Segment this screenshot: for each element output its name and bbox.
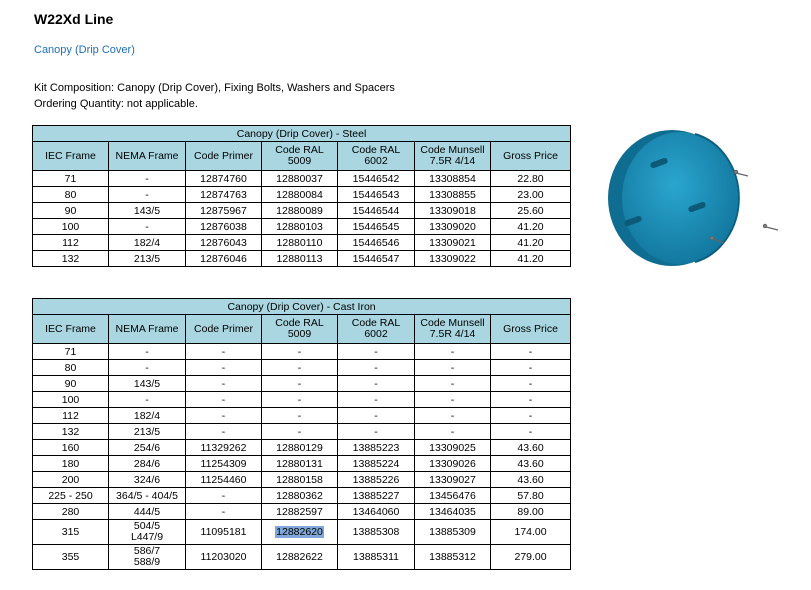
table-row [33, 203, 571, 219]
cell-gross-price: 22.80 [491, 171, 571, 187]
cell-code-ral-5009 [262, 520, 338, 545]
cell-line: L447/9 [130, 531, 164, 543]
selected-text: 12882620 [276, 525, 323, 538]
cell-iec-frame: 112 [33, 235, 109, 251]
cell-code-munsell-7-5r-4-14: - [415, 424, 491, 440]
cell-nema-frame: 182/4 [109, 408, 186, 424]
cell-iec-frame: 71 [33, 344, 109, 360]
col-header-iec-frame: IEC Frame [33, 315, 109, 344]
cell-code-ral-5009: 12882622 [262, 545, 338, 570]
cell-iec-frame: 225 - 250 [33, 488, 109, 504]
cell-gross-price: - [491, 408, 571, 424]
table-row [33, 171, 571, 187]
cell-code-ral-6002: 13885224 [338, 456, 415, 472]
cell-nema-frame: - [109, 360, 186, 376]
col-header-code-primer: Code Primer [186, 315, 262, 344]
cell-iec-frame: 355 [33, 545, 109, 570]
cell-gross-price: - [491, 392, 571, 408]
cell-iec-frame: 200 [33, 472, 109, 488]
cell-code-munsell-7-5r-4-14: 13309025 [415, 440, 491, 456]
cell-iec-frame: 132 [33, 251, 109, 267]
table-row [33, 187, 571, 203]
steel-table-body [33, 171, 571, 267]
cell-code-primer: 12876043 [186, 235, 262, 251]
cell-code-munsell-7-5r-4-14: 13885309 [415, 520, 491, 545]
cell-gross-price: - [491, 376, 571, 392]
col-header-code-munsell-7-5r-4-14: Code Munsell 7.5R 4/14 [415, 142, 491, 171]
cell-code-primer: 12876038 [186, 219, 262, 235]
cell-code-primer: - [186, 360, 262, 376]
cell-code-ral-5009: - [262, 376, 338, 392]
cell-code-munsell-7-5r-4-14: - [415, 408, 491, 424]
cell-code-ral-6002: 15446544 [338, 203, 415, 219]
cell-code-munsell-7-5r-4-14: - [415, 344, 491, 360]
cell-gross-price: 89.00 [491, 504, 571, 520]
table-row [33, 456, 571, 472]
cell-code-primer: 11203020 [186, 545, 262, 570]
cell-iec-frame: 80 [33, 360, 109, 376]
cell-gross-price: 279.00 [491, 545, 571, 570]
table-row [33, 520, 571, 545]
cell-code-ral-5009: 12880089 [262, 203, 338, 219]
cell-code-ral-6002: 15446543 [338, 187, 415, 203]
cell-code-munsell-7-5r-4-14: 13464035 [415, 504, 491, 520]
cell-gross-price: - [491, 344, 571, 360]
cell-code-ral-6002: - [338, 360, 415, 376]
cell-code-munsell-7-5r-4-14: 13456476 [415, 488, 491, 504]
table-row [33, 488, 571, 504]
cell-code-ral-6002: 13885226 [338, 472, 415, 488]
cell-gross-price: 23.00 [491, 187, 571, 203]
cell-line: 586/7 [133, 545, 161, 557]
cell-iec-frame: 112 [33, 408, 109, 424]
cell-code-ral-5009: 12880103 [262, 219, 338, 235]
cell-nema-frame: 213/5 [109, 251, 186, 267]
cell-code-ral-6002: 13464060 [338, 504, 415, 520]
cell-code-munsell-7-5r-4-14: 13309026 [415, 456, 491, 472]
cell-nema-frame: 213/5 [109, 424, 186, 440]
cell-nema-frame: - [109, 392, 186, 408]
cell-code-primer: 11329262 [186, 440, 262, 456]
cell-code-ral-6002: - [338, 392, 415, 408]
cell-code-ral-6002: 15446546 [338, 235, 415, 251]
cell-nema-frame: - [109, 187, 186, 203]
col-header-code-ral-6002: Code RAL 6002 [338, 315, 415, 344]
table-row [33, 235, 571, 251]
cell-code-ral-5009: 12880113 [262, 251, 338, 267]
cell-code-primer: 12874760 [186, 171, 262, 187]
canopy-drawing-icon [600, 120, 800, 280]
cell-iec-frame: 160 [33, 440, 109, 456]
col-header-code-primer: Code Primer [186, 142, 262, 171]
cell-code-primer: 12876046 [186, 251, 262, 267]
cell-code-ral-6002: 15446545 [338, 219, 415, 235]
page-title: W22Xd Line [34, 11, 114, 27]
cell-gross-price: - [491, 360, 571, 376]
cell-iec-frame: 280 [33, 504, 109, 520]
cell-gross-price: 57.80 [491, 488, 571, 504]
cell-code-munsell-7-5r-4-14: - [415, 360, 491, 376]
col-header-nema-frame: NEMA Frame [109, 315, 186, 344]
cell-line: 504/5 [133, 520, 161, 532]
cell-code-ral-5009: 12880362 [262, 488, 338, 504]
cell-code-primer: - [186, 344, 262, 360]
cast-iron-table-body [33, 344, 571, 570]
cell-nema-frame: - [109, 219, 186, 235]
steel-table-header [33, 142, 571, 171]
cell-iec-frame: 90 [33, 376, 109, 392]
cell-code-munsell-7-5r-4-14: 13309027 [415, 472, 491, 488]
cell-code-munsell-7-5r-4-14: 13309021 [415, 235, 491, 251]
cell-code-munsell-7-5r-4-14: 13309022 [415, 251, 491, 267]
table-row [33, 504, 571, 520]
cell-gross-price: 174.00 [491, 520, 571, 545]
cell-code-ral-5009: 12880084 [262, 187, 338, 203]
cell-code-ral-5009: 12880110 [262, 235, 338, 251]
col-header-gross-price: Gross Price [491, 315, 571, 344]
cell-code-ral-5009: 12880158 [262, 472, 338, 488]
col-header-code-ral-5009: Code RAL 5009 [262, 142, 338, 171]
col-header-iec-frame: IEC Frame [33, 142, 109, 171]
cell-line: 588/9 [133, 556, 161, 568]
cast-iron-table-header [33, 315, 571, 344]
cell-iec-frame: 71 [33, 171, 109, 187]
cell-code-ral-5009: - [262, 392, 338, 408]
cell-nema-frame [109, 520, 186, 545]
cell-code-ral-6002: - [338, 344, 415, 360]
cell-iec-frame: 100 [33, 392, 109, 408]
section-subtitle: Canopy (Drip Cover) [34, 44, 135, 56]
cell-iec-frame: 132 [33, 424, 109, 440]
cell-code-ral-6002: 15446542 [338, 171, 415, 187]
cell-iec-frame: 100 [33, 219, 109, 235]
cell-code-ral-6002: 15446547 [338, 251, 415, 267]
cell-code-munsell-7-5r-4-14: 13885312 [415, 545, 491, 570]
cell-code-ral-5009: - [262, 424, 338, 440]
cell-code-primer: 12875967 [186, 203, 262, 219]
cell-code-ral-5009: - [262, 408, 338, 424]
cell-iec-frame: 315 [33, 520, 109, 545]
table-row [33, 472, 571, 488]
cell-code-primer: - [186, 408, 262, 424]
cell-gross-price: 43.60 [491, 472, 571, 488]
cell-gross-price: 41.20 [491, 235, 571, 251]
steel-table [32, 125, 571, 267]
cell-code-primer: 11254309 [186, 456, 262, 472]
cell-code-ral-6002: - [338, 424, 415, 440]
table-row [33, 251, 571, 267]
cell-code-munsell-7-5r-4-14: 13308855 [415, 187, 491, 203]
table-row [33, 440, 571, 456]
cell-code-ral-6002: - [338, 376, 415, 392]
cell-gross-price: 43.60 [491, 456, 571, 472]
table-row [33, 408, 571, 424]
cell-code-ral-6002: 13885223 [338, 440, 415, 456]
cell-gross-price: - [491, 424, 571, 440]
col-header-nema-frame: NEMA Frame [109, 142, 186, 171]
cell-nema-frame [109, 545, 186, 570]
table-row [33, 344, 571, 360]
cell-code-ral-5009: 12880129 [262, 440, 338, 456]
cell-nema-frame: 143/5 [109, 376, 186, 392]
table-row [33, 424, 571, 440]
cell-gross-price: 41.20 [491, 251, 571, 267]
cell-nema-frame: 284/6 [109, 456, 186, 472]
cell-code-ral-5009: 12880037 [262, 171, 338, 187]
cell-code-ral-5009: - [262, 360, 338, 376]
cell-gross-price: 25.60 [491, 203, 571, 219]
cast-iron-table [32, 298, 571, 570]
table-row [33, 360, 571, 376]
cell-code-munsell-7-5r-4-14: - [415, 376, 491, 392]
cell-nema-frame: 324/6 [109, 472, 186, 488]
cell-nema-frame: 143/5 [109, 203, 186, 219]
cell-code-ral-5009: 12882597 [262, 504, 338, 520]
cell-code-munsell-7-5r-4-14: 13309020 [415, 219, 491, 235]
cell-code-ral-5009: - [262, 344, 338, 360]
table-row [33, 376, 571, 392]
steel-table-caption: Canopy (Drip Cover) - Steel [33, 126, 571, 142]
cell-code-primer: - [186, 376, 262, 392]
cell-code-ral-6002: 13885308 [338, 520, 415, 545]
cell-gross-price: 43.60 [491, 440, 571, 456]
cell-code-munsell-7-5r-4-14: 13309018 [415, 203, 491, 219]
cell-iec-frame: 90 [33, 203, 109, 219]
cell-code-primer: 11254460 [186, 472, 262, 488]
cell-code-primer: 12874763 [186, 187, 262, 203]
cell-iec-frame: 80 [33, 187, 109, 203]
cell-code-primer: 11095181 [186, 520, 262, 545]
cell-code-primer: - [186, 424, 262, 440]
table-row [33, 392, 571, 408]
cell-code-primer: - [186, 504, 262, 520]
table-row [33, 545, 571, 570]
cell-nema-frame: - [109, 344, 186, 360]
ordering-quantity-text: Ordering Quantity: not applicable. [34, 98, 198, 110]
col-header-code-munsell-7-5r-4-14: Code Munsell 7.5R 4/14 [415, 315, 491, 344]
cast-iron-table-caption: Canopy (Drip Cover) - Cast Iron [33, 299, 571, 315]
cell-nema-frame: - [109, 171, 186, 187]
cell-nema-frame: 444/5 [109, 504, 186, 520]
cell-iec-frame: 180 [33, 456, 109, 472]
cell-code-ral-6002: - [338, 408, 415, 424]
cell-code-ral-6002: 13885311 [338, 545, 415, 570]
cell-nema-frame: 254/6 [109, 440, 186, 456]
kit-composition-text: Kit Composition: Canopy (Drip Cover), Fixing Bolts, Washers and Spacers [34, 82, 395, 94]
cell-code-primer: - [186, 392, 262, 408]
col-header-gross-price: Gross Price [491, 142, 571, 171]
cell-gross-price: 41.20 [491, 219, 571, 235]
table-row [33, 219, 571, 235]
cell-nema-frame: 182/4 [109, 235, 186, 251]
cell-code-munsell-7-5r-4-14: - [415, 392, 491, 408]
cell-code-munsell-7-5r-4-14: 13308854 [415, 171, 491, 187]
cell-code-ral-6002: 13885227 [338, 488, 415, 504]
col-header-code-ral-5009: Code RAL 5009 [262, 315, 338, 344]
kit-info [34, 80, 395, 112]
col-header-code-ral-6002: Code RAL 6002 [338, 142, 415, 171]
cell-nema-frame: 364/5 - 404/5 [109, 488, 186, 504]
cell-code-primer: - [186, 488, 262, 504]
cell-code-ral-5009: 12880131 [262, 456, 338, 472]
